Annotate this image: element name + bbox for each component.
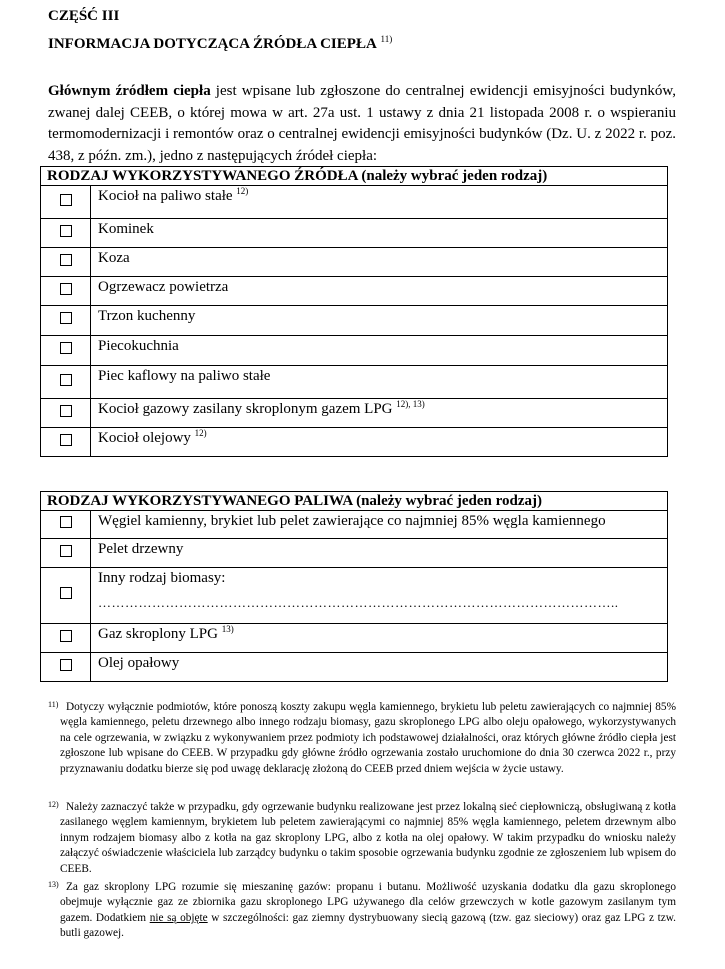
option-label: Węgiel kamienny, brykiet lub pelet zawierające co najmniej 85% węgla kamiennego	[98, 513, 606, 529]
fuel-checkbox[interactable]	[60, 630, 72, 642]
option-label: Kominek	[98, 221, 154, 237]
fuel-type-table	[40, 491, 668, 682]
source-checkbox[interactable]	[60, 374, 72, 386]
source-option	[91, 399, 668, 428]
option-label: Kocioł na paliwo stałe	[98, 188, 233, 204]
footnote-underlined: nie są objęte	[149, 911, 208, 924]
fuel-checkbox[interactable]	[60, 587, 72, 599]
checkbox-cell	[41, 511, 91, 539]
checkbox-cell	[41, 653, 91, 682]
checkbox-cell	[41, 366, 91, 399]
option-label: Koza	[98, 250, 130, 266]
section-heading: CZĘŚĆ III	[48, 8, 120, 24]
footnote-ref: 12)	[236, 186, 249, 196]
checkbox-cell	[41, 186, 91, 219]
intro-bold: Głównym źródłem ciepła	[48, 83, 211, 99]
checkbox-cell	[41, 539, 91, 568]
option-label: Olej opałowy	[98, 655, 180, 671]
footnote-11	[48, 700, 676, 777]
footnote-mark: 13)	[48, 880, 59, 889]
source-checkbox[interactable]	[60, 342, 72, 354]
option-label: Piec kaflowy na paliwo stałe	[98, 368, 271, 384]
option-label: Ogrzewacz powietrza	[98, 279, 229, 295]
fuel-option	[91, 653, 668, 682]
option-label: Pelet drzewny	[98, 541, 184, 557]
intro-text: jest wpisane lub zgłoszone do centralnej ewidencji emisyjności budynków, zwanej dalej CEEB, o której mowa w art. 27a ust. 1 ustawy z dnia 21 listopada 2008 r. o wspieraniu termomodernizacji i remontów oraz o centralnej ewidencji emisyjności budynków (Dz. U. z 2022 r. poz. 438, z późn. zm.), jedno z następujących źródeł ciepła:	[48, 83, 676, 164]
source-option	[91, 219, 668, 248]
source-option	[91, 428, 668, 457]
fuel-option	[91, 624, 668, 653]
source-checkbox[interactable]	[60, 194, 72, 206]
form-title	[48, 36, 392, 53]
checkbox-cell	[41, 277, 91, 306]
checkbox-cell	[41, 306, 91, 336]
option-label: Trzon kuchenny	[98, 308, 196, 324]
checkbox-cell	[41, 336, 91, 366]
footnote-ref: 12)	[194, 428, 207, 438]
fuel-checkbox[interactable]	[60, 545, 72, 557]
heat-source-table	[40, 166, 668, 457]
source-option	[91, 186, 668, 219]
option-label: Piecokuchnia	[98, 338, 179, 354]
source-checkbox[interactable]	[60, 225, 72, 237]
footnote-12	[48, 800, 676, 877]
source-checkbox[interactable]	[60, 283, 72, 295]
option-label: Kocioł gazowy zasilany skroplonym gazem LPG	[98, 401, 393, 417]
checkbox-cell	[41, 428, 91, 457]
fuel-option	[91, 539, 668, 568]
footnote-ref: 12), 13)	[396, 399, 425, 409]
option-label: Gaz skroplony LPG	[98, 626, 218, 642]
footnote-ref: 11)	[380, 34, 393, 44]
source-option	[91, 306, 668, 336]
footnote-text: Dotyczy wyłącznie podmiotów, które ponoszą koszty zakupu węgla kamiennego, brykietu lub peletu zawierających co najmniej 85% węgla kamiennego, peletu drzewnego albo innego rodzaju biomasy, gazu skroplonego LPG albo oleju opałowego, wykorzystywanych na cele ogrzewania, w związku z wykonywaniem przez podmioty ich podstawowej działalności, oraz których główne źródło ciepła jest zgłoszone lub wpisane do CEEB. W przypadku gdy główne źródło ogrzewania zostało uruchomione do dnia 30 czerwca 2022 r., przy przyznawaniu dodatku bierze się pod uwagę deklarację złożoną do CEEB przed dniem wejścia w życie ustawy.	[60, 701, 676, 775]
footnote-text	[60, 880, 676, 942]
source-option	[91, 366, 668, 399]
source-option	[91, 277, 668, 306]
fuel-type-header: RODZAJ WYKORZYSTYWANEGO PALIWA (należy wybrać jeden rodzaj)	[41, 492, 668, 511]
checkbox-cell	[41, 219, 91, 248]
fuel-checkbox[interactable]	[60, 516, 72, 528]
source-checkbox[interactable]	[60, 434, 72, 446]
checkbox-cell	[41, 568, 91, 624]
fuel-option	[91, 568, 668, 624]
intro-paragraph	[48, 81, 676, 167]
source-option	[91, 336, 668, 366]
checkbox-cell	[41, 399, 91, 428]
fuel-checkbox[interactable]	[60, 659, 72, 671]
checkbox-cell	[41, 248, 91, 277]
option-label: Kocioł olejowy	[98, 430, 191, 446]
source-checkbox[interactable]	[60, 254, 72, 266]
footnote-ref: 13)	[221, 624, 234, 634]
form-title-text: INFORMACJA DOTYCZĄCA ŹRÓDŁA CIEPŁA	[48, 36, 377, 52]
biomass-input[interactable]: ……………………………………………………………………………………………………..	[98, 595, 619, 610]
source-checkbox[interactable]	[60, 405, 72, 417]
footnote-text-a: Za gaz skroplony LPG rozumie się mieszaninę gazów: propanu i butanu. Możliwość uzyskania dodatku dla gazu skroplonego obejmuje wyłącznie gaz ze zbiornika gazu skroplonego LPG używanego dla celów grzewczych w kotle gazowym zasilanym tym gazem. Dodatkiem	[60, 881, 676, 924]
footnote-mark: 11)	[48, 700, 59, 709]
fuel-option	[91, 511, 668, 539]
source-checkbox[interactable]	[60, 312, 72, 324]
checkbox-cell	[41, 624, 91, 653]
heat-source-header: RODZAJ WYKORZYSTYWANEGO ŹRÓDŁA (należy wybrać jeden rodzaj)	[41, 167, 668, 186]
footnote-text-b: w szczególności: gaz ziemny dystrybuowany siecią gazową (tzw. gaz sieciowy) oraz gaz LPG z tzw. butli gazowej.	[60, 911, 676, 940]
footnote-13	[48, 880, 676, 942]
option-label: Inny rodzaj biomasy:	[98, 570, 226, 586]
footnote-mark: 12)	[48, 800, 59, 809]
source-option	[91, 248, 668, 277]
footnote-text: Należy zaznaczyć także w przypadku, gdy ogrzewanie budynku realizowane jest przez lokalną sieć ciepłowniczą, obsługiwaną z kotła zasilanego węglem kamiennym, brykietem lub peletem zawierającymi co najmniej 85% węgla kamiennego, peletem drzewnym albo innym rodzajem biomasy albo z kotła na gaz skroplony LPG, albo z kotła na olej opałowy. W takim przypadku do wniosku należy załączyć oświadczenie właściciela lub zarządcy budynku o takim sposobie ogrzewania budynku zgodnie ze zgłoszeniem lub wpisem do CEEB.	[60, 801, 676, 875]
